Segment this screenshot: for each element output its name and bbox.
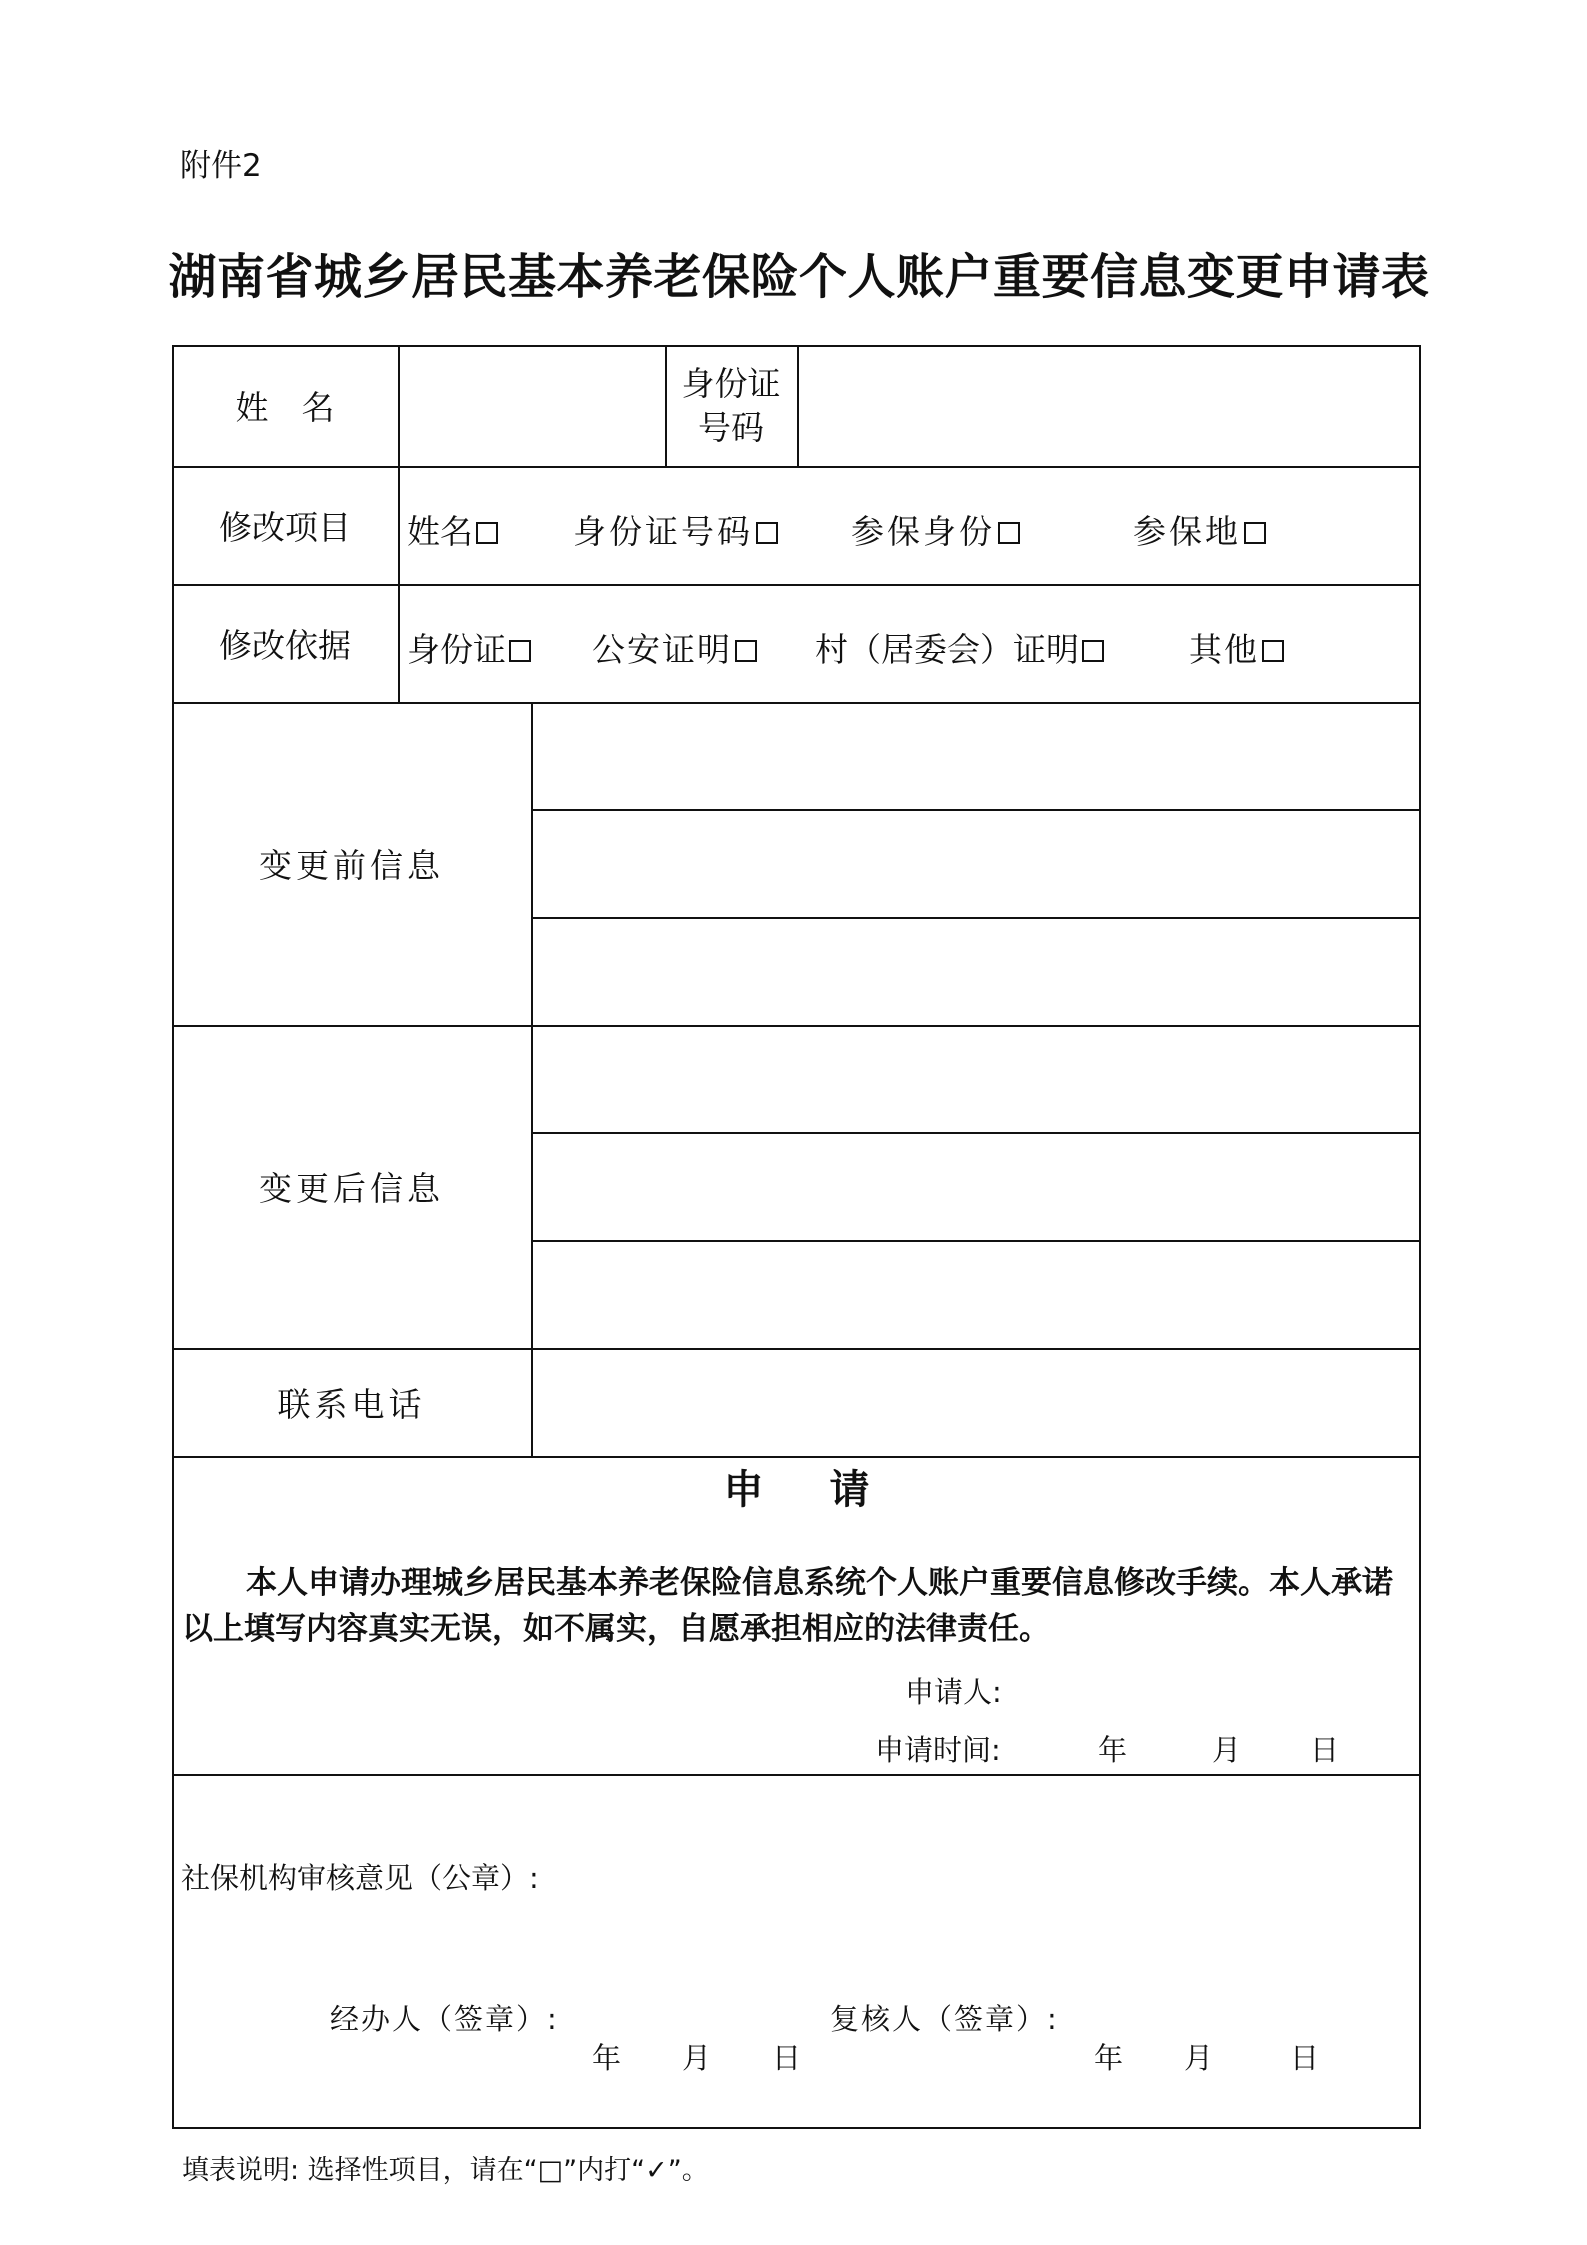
reviewer-month: 月 [1184, 2041, 1214, 2075]
option-id-card[interactable]: 身份证 [407, 624, 531, 671]
attachment-label: 附件2 [180, 148, 262, 184]
modify-basis-label: 修改依据 [219, 625, 351, 665]
option-committee-certificate[interactable]: 村（居委会）证明 [815, 624, 1104, 671]
row-divider [172, 1774, 1421, 1776]
checkbox[interactable] [509, 640, 531, 662]
before-info-field-3[interactable] [533, 919, 1419, 1024]
application-time-label: 申请时间: [875, 1733, 1001, 1767]
before-info-field-1[interactable] [533, 704, 1419, 808]
application-month: 月 [1212, 1733, 1242, 1767]
application-day: 日 [1310, 1733, 1340, 1767]
phone-field[interactable] [533, 1350, 1419, 1454]
id-number-label-line1: 身份证 [681, 363, 781, 403]
checkbox[interactable] [998, 522, 1020, 544]
phone-label: 联系电话 [277, 1384, 426, 1424]
application-year: 年 [1098, 1733, 1128, 1767]
application-heading: 申请 [723, 1466, 936, 1513]
checkbox[interactable] [1082, 640, 1104, 662]
reviewer-label: 复核人（签章）: [830, 2002, 1059, 2036]
form-title: 湖南省城乡居民基本养老保险个人账户重要信息变更申请表 [168, 249, 1430, 305]
name-field[interactable] [400, 347, 663, 464]
modify-items-label: 修改项目 [219, 507, 351, 547]
checkbox[interactable] [1262, 640, 1284, 662]
option-id-number[interactable]: 身份证号码 [573, 506, 778, 553]
after-info-field-1[interactable] [533, 1027, 1419, 1131]
before-info-field-2[interactable] [533, 811, 1419, 916]
option-insured-identity[interactable]: 参保身份 [851, 506, 1020, 553]
id-number-label [665, 345, 797, 466]
name-label: 姓 名 [235, 388, 335, 427]
reviewer-year: 年 [1094, 2041, 1124, 2075]
id-number-field[interactable] [799, 347, 1419, 464]
before-info-label: 变更前信息 [259, 846, 444, 885]
checkbox[interactable] [735, 640, 757, 662]
after-info-field-3[interactable] [533, 1242, 1419, 1347]
id-number-label-line2: 号码 [698, 407, 764, 447]
option-police-certificate[interactable]: 公安证明 [592, 624, 757, 671]
after-info-label: 变更后信息 [259, 1169, 444, 1208]
handler-label: 经办人（签章）: [330, 2002, 559, 2036]
handler-month: 月 [682, 2041, 712, 2075]
option-insured-location[interactable]: 参保地 [1133, 506, 1266, 553]
reviewer-day: 日 [1290, 2041, 1320, 2075]
checkbox[interactable] [476, 522, 498, 544]
declaration-text: 本人申请办理城乡居民基本养老保险信息系统个人账户重要信息修改手续。本人承诺以上填写内容真实无误，如不属实，自愿承担相应的法律责任。 [182, 1565, 1393, 1647]
checkbox[interactable] [756, 522, 778, 544]
checkbox[interactable] [1244, 522, 1266, 544]
after-info-field-2[interactable] [533, 1134, 1419, 1239]
applicant-label: 申请人: [905, 1675, 1002, 1709]
review-opinion-label: 社保机构审核意见（公章）: [181, 1861, 539, 1895]
footnote: 填表说明: 选择性项目，请在“□”内打“✓”。 [182, 2155, 709, 2186]
option-other[interactable]: 其他 [1189, 624, 1284, 671]
option-name[interactable]: 姓名 [407, 506, 498, 553]
handler-year: 年 [592, 2041, 622, 2075]
applicant-signature-field[interactable] [1018, 1664, 1408, 1708]
handler-day: 日 [772, 2041, 802, 2075]
